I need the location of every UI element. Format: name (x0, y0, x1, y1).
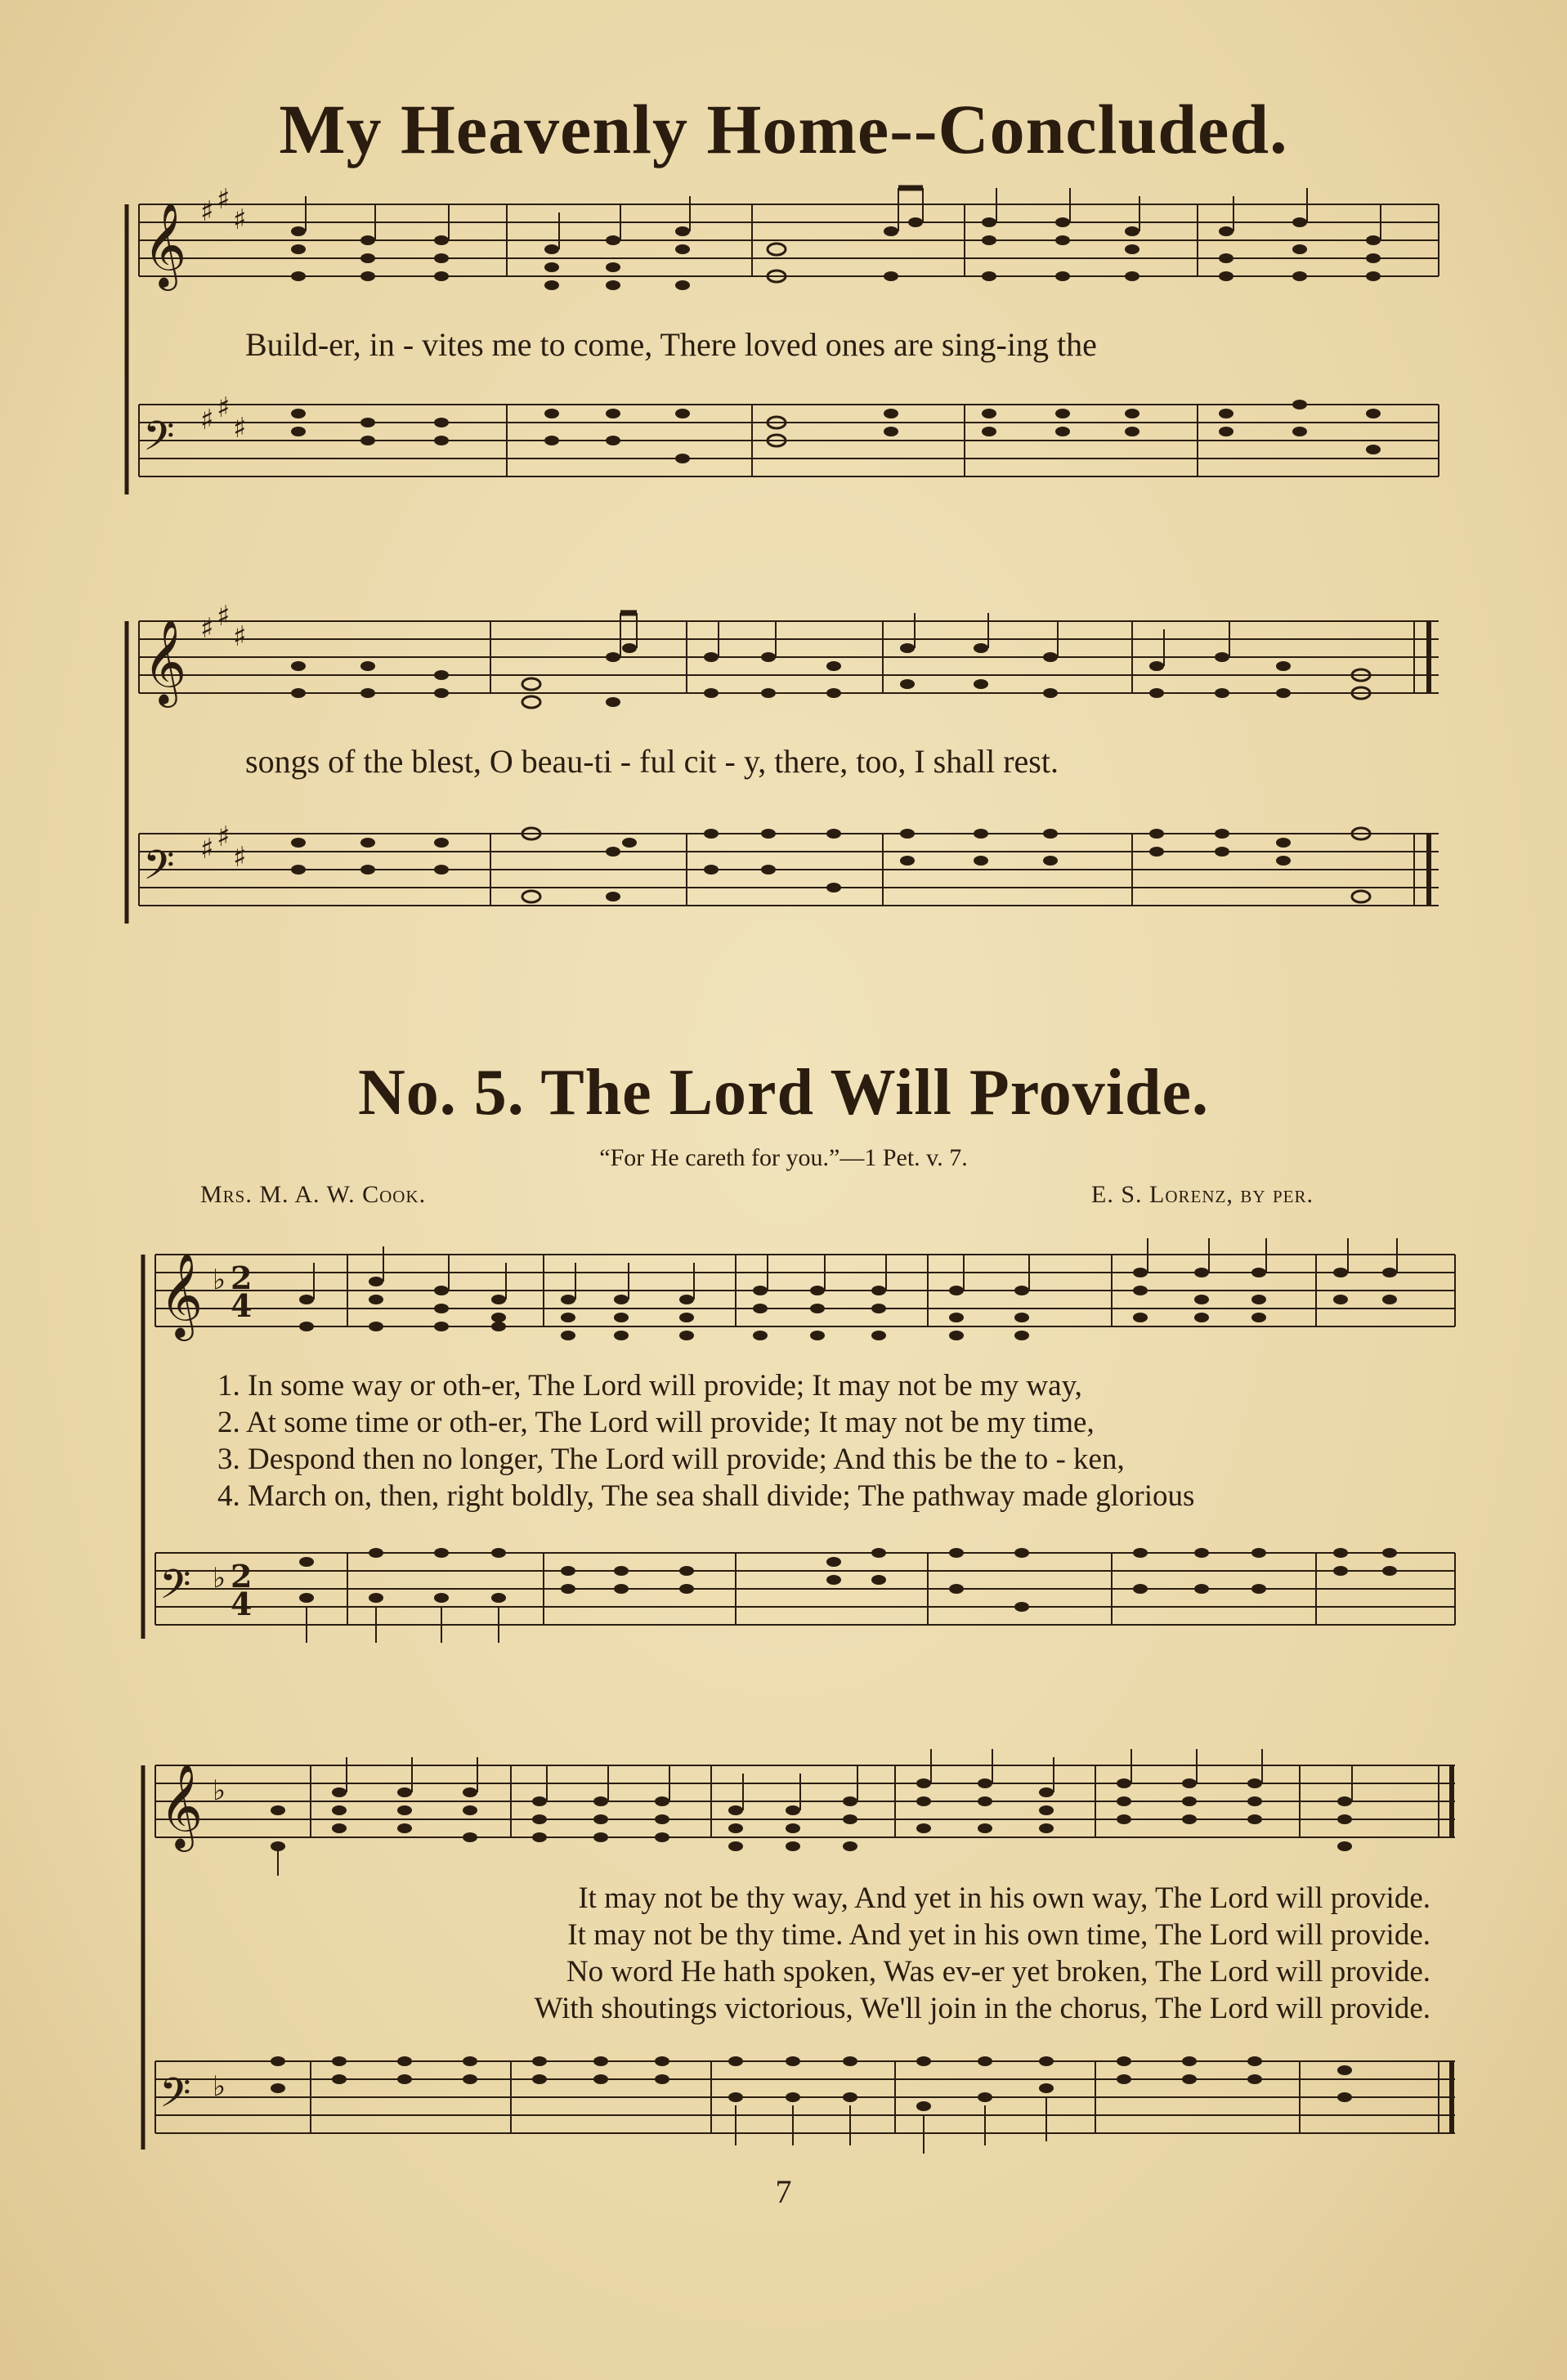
svg-text:♯: ♯ (200, 404, 214, 436)
verse-2: 2. At some time or oth-er, The Lord will provide; It may not be my time, (217, 1406, 1095, 1439)
svg-text:𝄢: 𝄢 (159, 1561, 191, 1618)
verse-1: 1. In some way or oth-er, The Lord will provide; It may not be my way, (217, 1369, 1082, 1402)
svg-text:♯: ♯ (233, 204, 247, 236)
song2-title: No. 5. The Lord Will Provide. (358, 1057, 1209, 1129)
svg-text:𝄢: 𝄢 (159, 2069, 191, 2127)
svg-text:♯: ♯ (217, 821, 231, 853)
svg-text:𝄞: 𝄞 (143, 619, 187, 705)
refrain-line-1: It may not be thy way, And yet in his own way, The Lord will provide. (578, 1881, 1430, 1915)
svg-text:2: 2 (231, 1259, 253, 1296)
svg-text:♯: ♯ (200, 612, 214, 645)
svg-text:4: 4 (231, 1586, 253, 1622)
svg-text:♯: ♯ (200, 195, 214, 228)
verse-3: 3. Despond then no longer, The Lord will provide; And this be the to - ken, (217, 1443, 1125, 1476)
svg-text:♯: ♯ (217, 183, 231, 216)
svg-text:𝄢: 𝄢 (143, 413, 175, 470)
song1-title: My Heavenly Home--Concluded. (279, 90, 1288, 168)
svg-text:4: 4 (231, 1287, 253, 1324)
song1-lyrics-line2: songs of the blest, O beau-ti - ful cit - y, there, too, I shall rest. (245, 743, 1059, 780)
composer: E. S. Lorenz, by per. (1091, 1181, 1314, 1208)
refrain-line-2: It may not be thy time. And yet in his own time, The Lord will provide. (567, 1918, 1430, 1952)
song1-lyrics-line1: Build-er, in - vites me to come, There loved ones are sing-ing the (245, 326, 1097, 363)
refrain (219, 1880, 1430, 2027)
verse-4: 4. March on, then, right boldly, The sea shall divide; The pathway made glorious (217, 1479, 1195, 1513)
verses (217, 1367, 1194, 1514)
svg-text:♯: ♯ (233, 841, 247, 874)
svg-text:♯: ♯ (217, 600, 231, 633)
svg-text:♭: ♭ (213, 1264, 226, 1296)
svg-text:♯: ♯ (233, 620, 247, 653)
refrain-line-4: With shoutings victorious, We'll join in the chorus, The Lord will provide. (534, 1992, 1430, 2025)
page-number: 7 (775, 2173, 792, 2210)
author: Mrs. M. A. W. Cook. (200, 1181, 427, 1208)
svg-text:𝄞: 𝄞 (143, 202, 187, 288)
svg-text:♭: ♭ (213, 2070, 226, 2103)
svg-text:𝄞: 𝄞 (159, 1252, 204, 1338)
svg-text:𝄢: 𝄢 (143, 842, 175, 899)
svg-text:𝄞: 𝄞 (159, 1763, 204, 1849)
scripture-text: “For He careth for you.”—1 Pet. v. 7. (599, 1144, 968, 1171)
svg-text:♭: ♭ (213, 1562, 226, 1595)
svg-text:♭: ♭ (213, 1774, 226, 1807)
svg-text:♯: ♯ (200, 833, 214, 866)
svg-text:♯: ♯ (233, 412, 247, 445)
svg-text:2: 2 (231, 1558, 253, 1595)
svg-text:♯: ♯ (217, 391, 231, 424)
refrain-line-3: No word He hath spoken, Was ev-er yet broken, The Lord will provide. (566, 1955, 1430, 1989)
